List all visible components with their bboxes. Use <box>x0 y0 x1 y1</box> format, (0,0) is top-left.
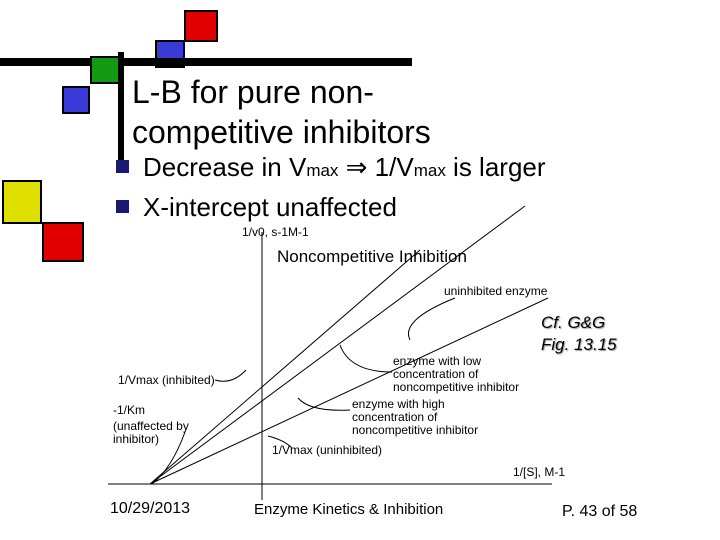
label-low-2: concentration of <box>393 367 479 381</box>
footer-page: P. 43 of 58 <box>562 503 638 520</box>
x-axis-label: 1/[S], M-1 <box>513 465 566 479</box>
citation-line-2: Fig. 13.15 <box>541 335 617 354</box>
pointer-high <box>298 398 350 410</box>
label-vmax-inhibited: 1/Vmax (inhibited) <box>118 373 215 387</box>
title-line-2: competitive inhibitors <box>132 114 431 150</box>
label-low-3: noncompetitive inhibitor <box>393 380 520 394</box>
footer-date: 10/29/2013 <box>110 500 191 517</box>
citation <box>541 312 617 356</box>
bullet-2-text: X-intercept unaffected <box>143 192 397 222</box>
bullet-1-text: Decrease in Vmax ⇒ 1/Vmax is larger <box>143 152 546 182</box>
label-km-2: (unaffected by <box>113 419 189 433</box>
pointer-low <box>340 345 392 372</box>
pointer-vmax-inhibited <box>215 370 246 381</box>
title-line-1: L-B for pure non- <box>132 74 374 110</box>
label-vmax-uninhibited: 1/Vmax (uninhibited) <box>272 443 383 457</box>
label-km-1: -1/Km <box>113 403 146 417</box>
y-axis-label: 1/v0, s-1M-1 <box>242 225 309 239</box>
label-km-3: inhibitor) <box>113 432 160 446</box>
label-high-1: enzyme with high <box>352 397 445 411</box>
label-uninhibited: uninhibited enzyme <box>444 284 548 298</box>
citation-line-1: Cf. G&G <box>541 313 606 332</box>
pointer-uninhibited <box>408 298 455 340</box>
figure-title: Noncompetitive Inhibition <box>277 247 467 266</box>
label-high-2: concentration of <box>352 410 438 424</box>
label-low-1: enzyme with low <box>393 354 482 368</box>
label-high-3: noncompetitive inhibitor <box>352 423 479 437</box>
footer-center: Enzyme Kinetics & Inhibition <box>254 501 444 518</box>
